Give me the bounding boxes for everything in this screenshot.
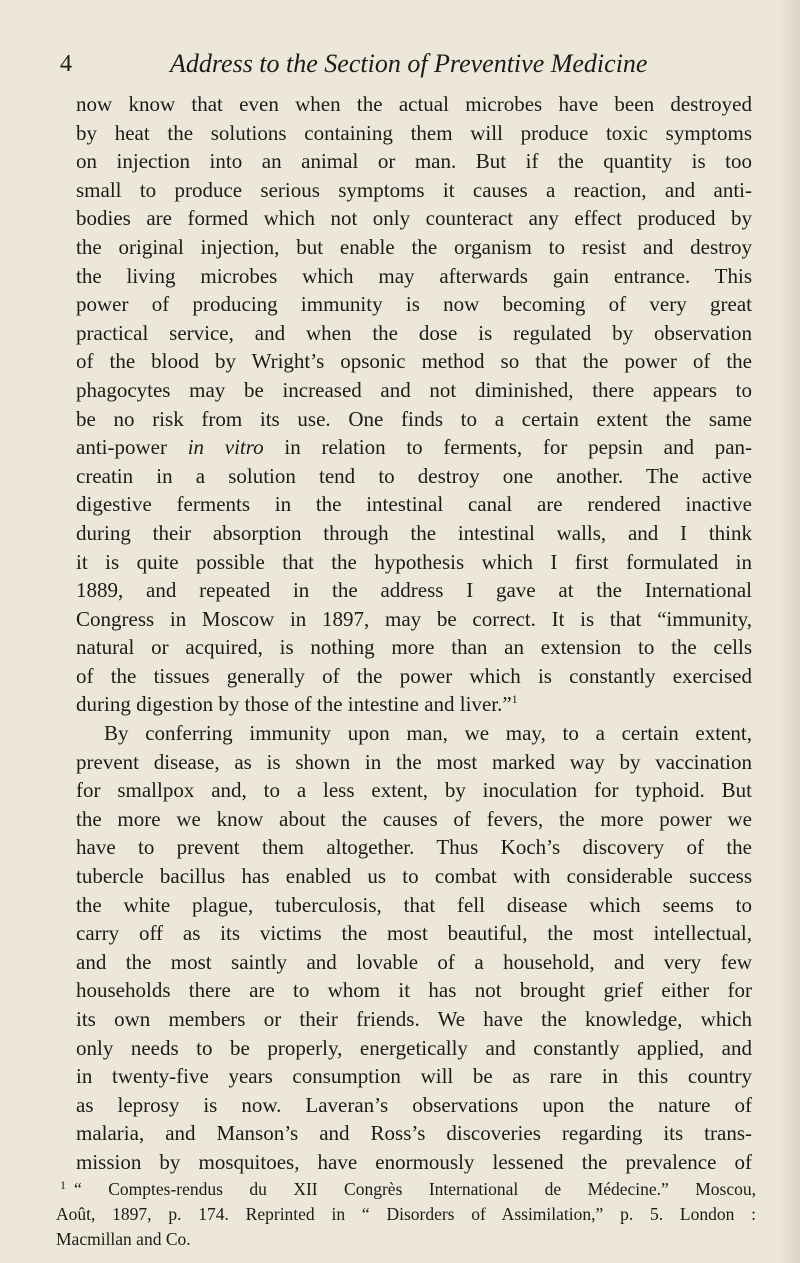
text-line: mission by mosquitoes, have enormously lessened the prevalence of [76, 1149, 752, 1174]
text-line: of the tissues generally of the power which is constantly exercised [76, 663, 752, 688]
text-line: the living microbes which may afterwards gain entrance. This [76, 263, 752, 288]
text-line: and the most saintly and lovable of a household, and very few [76, 949, 752, 974]
text-line: digestive ferments in the intestinal canal are rendered inactive [76, 492, 752, 517]
text-line: only needs to be properly, energetically and constantly applied, and [76, 1035, 752, 1060]
footnote-reference: 1 [511, 692, 518, 707]
footnote-line: Macmillan and Co. [56, 1229, 191, 1249]
text-segment: relation to ferments, for pepsin and pan- [321, 435, 753, 460]
text-line: the white plague, tuberculosis, that fell disease which seems to [76, 892, 752, 917]
footnote-text: “ Comptes-rendus du XII Congrès International de Médecine.” Moscou, [74, 1179, 756, 1199]
text-line: Congress in Moscow in 1897, may be correct. It is that “immunity, [76, 606, 752, 631]
text-line: power of producing immunity is now becoming of very great [76, 292, 752, 317]
page-number: 4 [60, 51, 72, 77]
text-line: it is quite possible that the hypothesis which I first formulated in [76, 549, 752, 574]
text-line-with-italic [76, 433, 752, 462]
text-line: in twenty-five years consumption will be as rare in this country [76, 1064, 752, 1089]
italic-term: in vitro [187, 435, 264, 460]
page-edge-shadow [778, 0, 800, 1263]
text-line: practical service, and when the dose is regulated by observation [76, 320, 752, 345]
body-text [76, 90, 752, 1177]
text-line: as leprosy is now. Laveran’s observations upon the nature of [76, 1092, 752, 1117]
text-line: for smallpox and, to a less extent, by inoculation for typhoid. But [76, 778, 752, 803]
footnote-marker: 1 [60, 1178, 66, 1192]
page-header [60, 44, 740, 84]
text-line: carry off as its victims the most beautiful, the most intellectual, [76, 921, 752, 946]
text-line: creatin in a solution tend to destroy one another. The active [76, 463, 752, 488]
text-line: the more we know about the causes of fevers, the more power we [76, 806, 752, 831]
paragraph-end-line [76, 690, 752, 719]
text-line: tubercle bacillus has enabled us to combat with considerable success [76, 864, 752, 889]
footnote-line [56, 1173, 756, 1202]
running-title: Address to the Section of Preventive Medicine [170, 49, 648, 78]
text-line: of the blood by Wright’s opsonic method so that the power of the [76, 349, 752, 374]
text-line: on injection into an animal or man. But if the quantity is too [76, 149, 752, 174]
text-segment: during digestion by those of the intestine and liver.” [76, 692, 512, 717]
text-line: phagocytes may be increased and not diminished, there appears to [76, 377, 752, 402]
text-line: bodies are formed which not only counteract any effect produced by [76, 206, 752, 231]
text-line: natural or acquired, is nothing more than an extension to the cells [76, 635, 752, 660]
footnotes [56, 1173, 756, 1252]
text-line: have to prevent them altogether. Thus Koch’s discovery of the [76, 835, 752, 860]
text-line: prevent disease, as is shown in the most marked way by vaccination [76, 749, 752, 774]
text-line: the original injection, but enable the organism to resist and destroy [76, 234, 752, 259]
text-line: malaria, and Manson’s and Ross’s discoveries regarding its trans- [76, 1121, 752, 1146]
text-line: 1889, and repeated in the address I gave at the International [76, 578, 752, 603]
text-line: small to produce serious symptoms it causes a reaction, and anti- [76, 177, 752, 202]
paragraph-start-line: By conferring immunity upon man, we may, to a certain extent, [104, 721, 752, 746]
text-line: households there are to whom it has not brought grief either for [76, 978, 752, 1003]
text-segment: in [263, 435, 322, 460]
text-line: during their absorption through the intestinal walls, and I think [76, 520, 752, 545]
text-line: by heat the solutions containing them will produce toxic symptoms [76, 120, 752, 145]
footnote-line: Août, 1897, p. 174. Reprinted in “ Disorders of Assimilation,” p. 5. London : [56, 1204, 756, 1224]
text-line: its own members or their friends. We have the knowledge, which [76, 1007, 752, 1031]
text-line: be no risk from its use. One finds to a certain extent the same [76, 406, 752, 431]
text-segment: anti-power [76, 435, 188, 460]
text-line: now know that even when the actual microbes have been destroyed [76, 92, 752, 116]
